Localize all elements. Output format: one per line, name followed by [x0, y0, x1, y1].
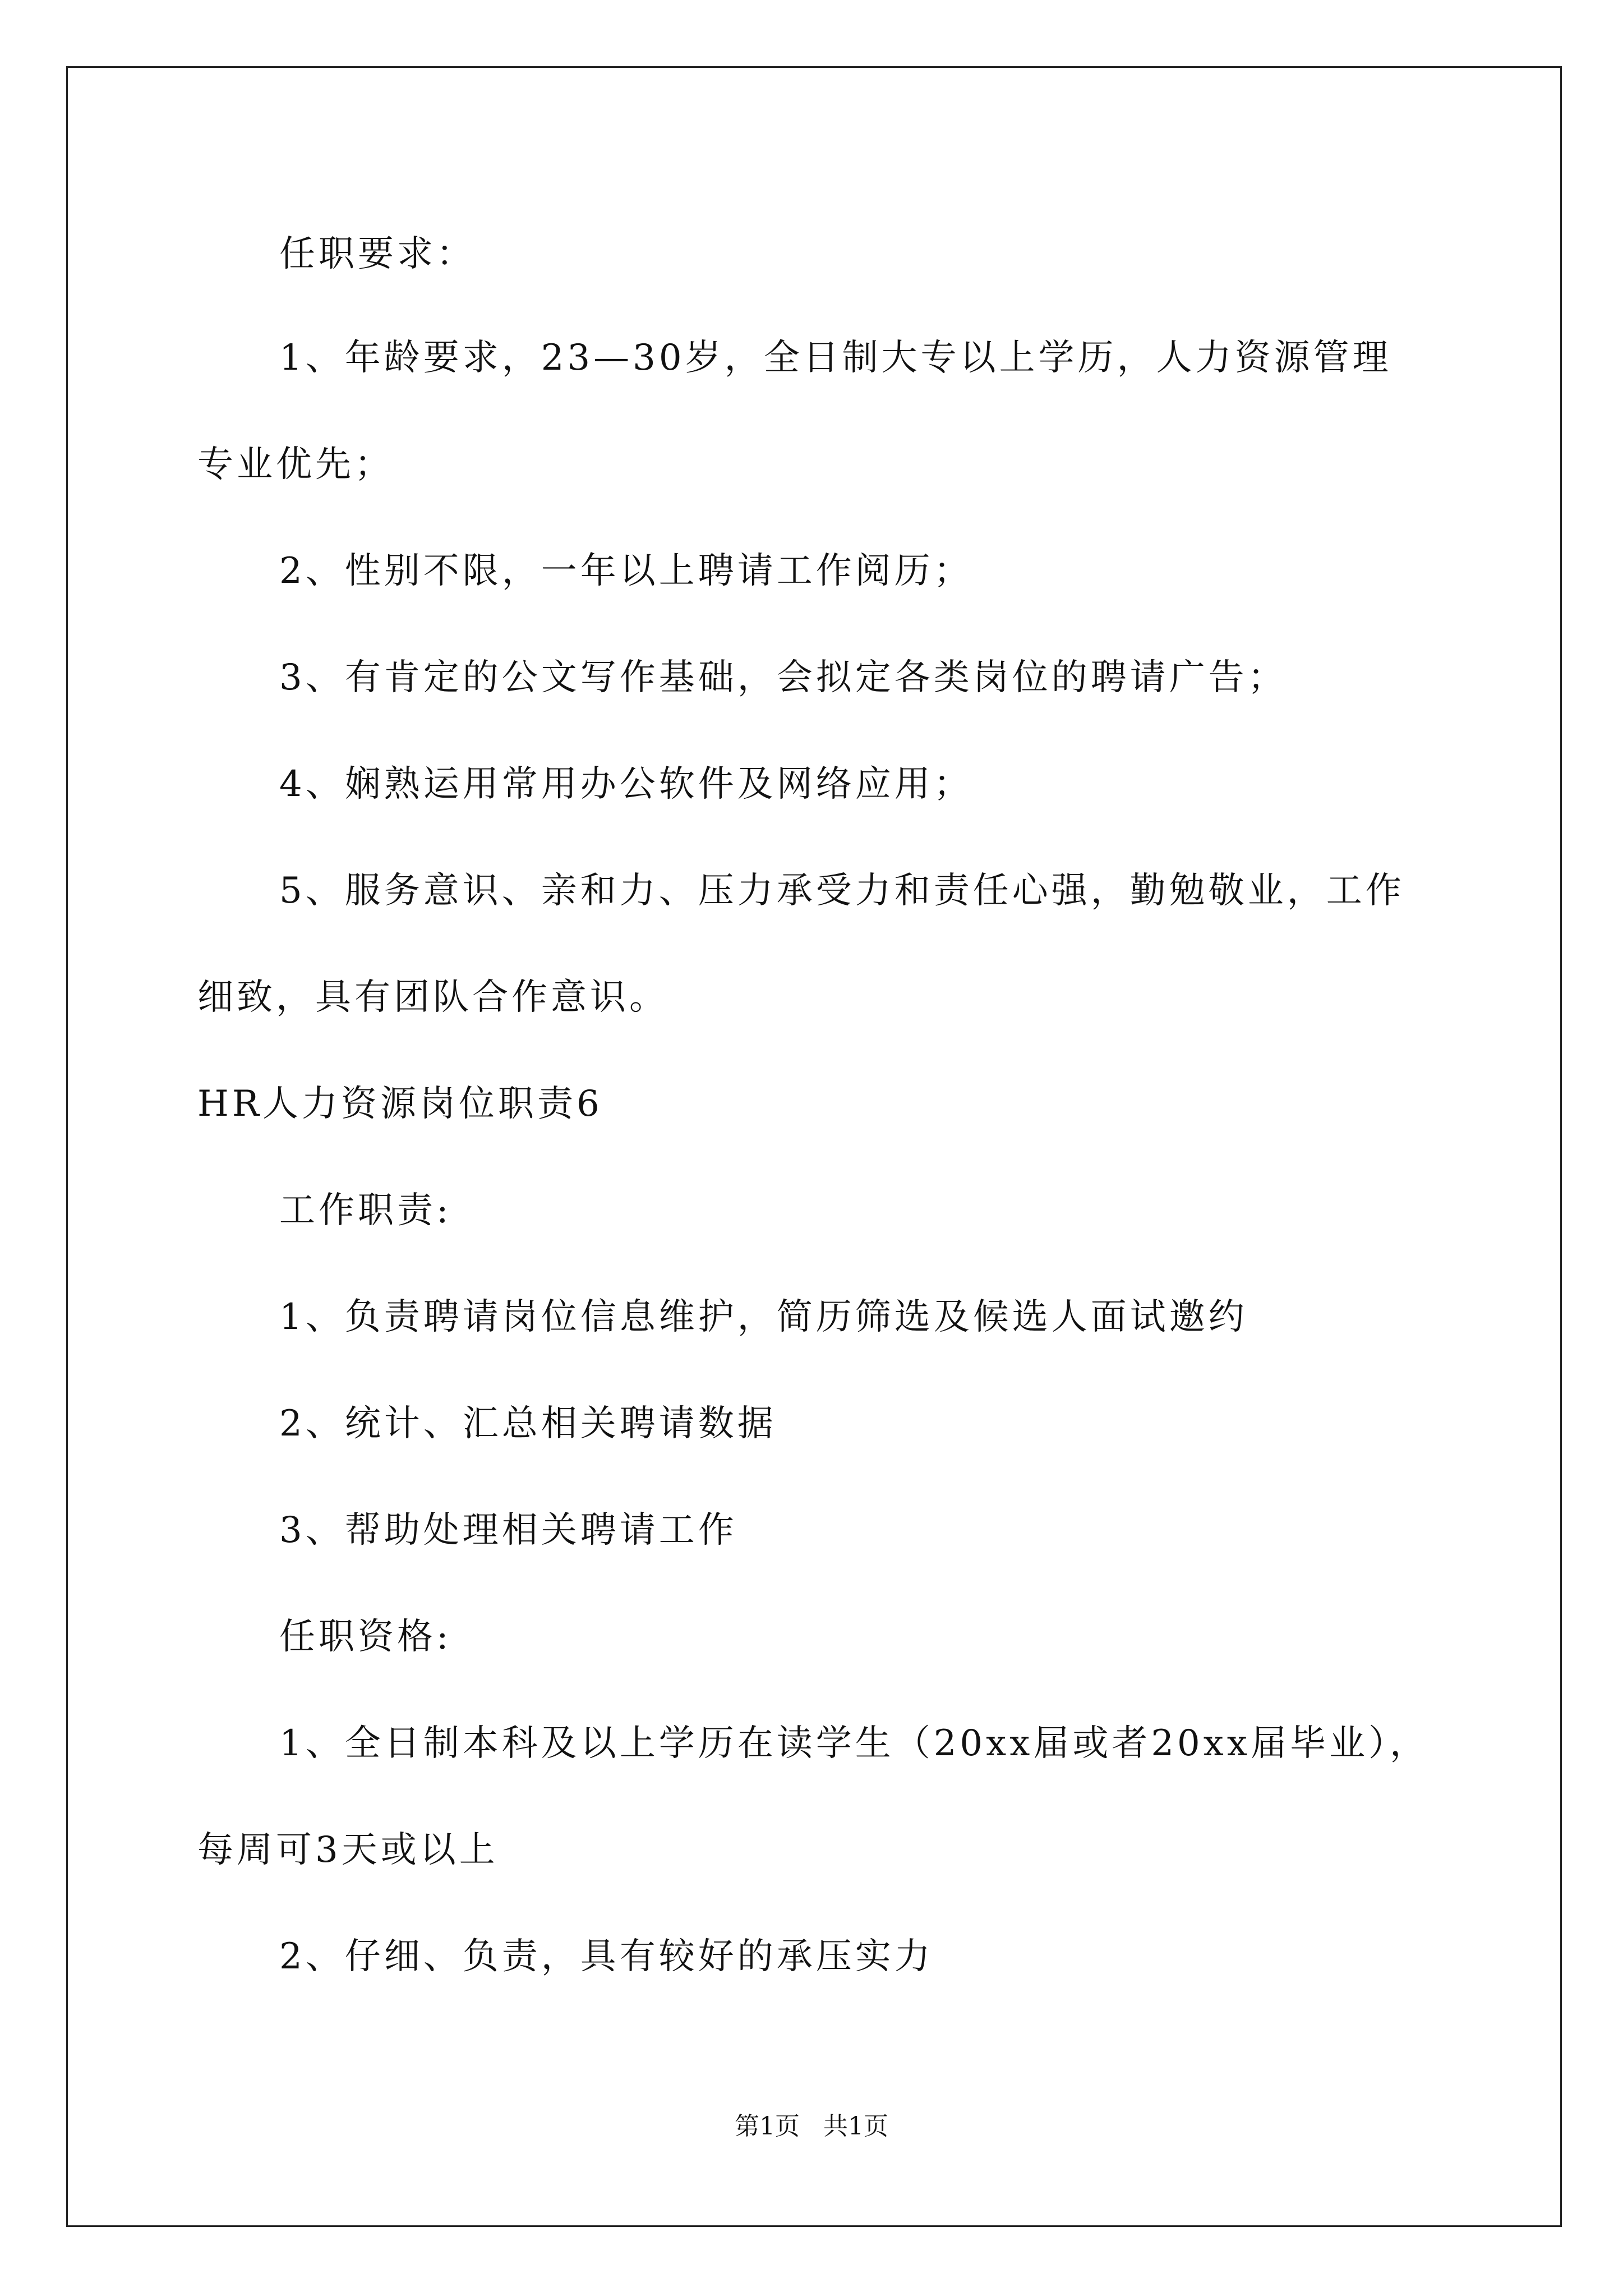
page-footer: 第1页 共1页	[735, 2112, 888, 2141]
requirement-item-1: 1、年龄要求，23—30岁，全日制大专以上学历，人力资源管理	[279, 337, 1392, 379]
requirement-item-1-continued: 专业优先；	[197, 444, 394, 485]
qualification-item-1: 1、全日制本科及以上学历在读学生（20xx届或者20xx届毕业），	[279, 1723, 1429, 1764]
requirement-item-2: 2、性别不限，一年以上聘请工作阅历；	[279, 550, 973, 592]
duties-heading: 工作职责:	[279, 1190, 452, 1231]
requirement-item-3: 3、有肯定的公文写作基础，会拟定各类岗位的聘请广告；	[279, 657, 1287, 698]
qualification-item-2: 2、仔细、负责，具有较好的承压实力	[279, 1936, 934, 1977]
qualification-item-1-continued: 每周可3天或以上	[197, 1829, 499, 1871]
duty-item-3: 3、帮助处理相关聘请工作	[279, 1510, 737, 1551]
requirement-item-5: 5、服务意识、亲和力、压力承受力和责任心强，勤勉敬业，工作	[279, 870, 1405, 912]
qualifications-heading: 任职资格:	[279, 1616, 452, 1658]
duty-item-1: 1、负责聘请岗位信息维护，简历筛选及候选人面试邀约	[279, 1296, 1248, 1338]
duty-item-2: 2、统计、汇总相关聘请数据	[279, 1403, 777, 1444]
section-title: HR人力资源岗位职责6	[197, 1083, 603, 1125]
requirement-item-5-continued: 细致，具有团队合作意识。	[197, 977, 668, 1018]
page-border	[66, 66, 1562, 2227]
requirements-heading: 任职要求：	[279, 233, 476, 275]
requirement-item-4: 4、娴熟运用常用办公软件及网络应用；	[279, 763, 973, 805]
